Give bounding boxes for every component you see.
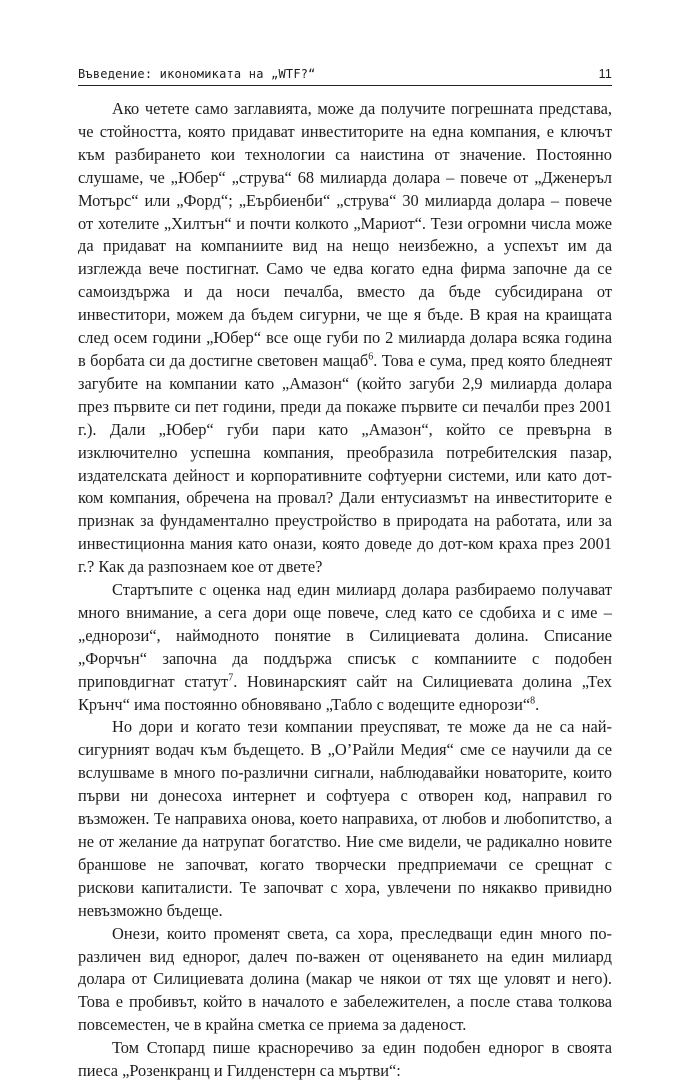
page-number: 11	[598, 67, 612, 81]
text-span: Стартъпите с оценка над един милиард долара разбираемо получават много внимание, а сега дори още повече, след като се сдобиха и с име – „еднорози“, наймодното понятие в Силициевата долина. Списание „Форчън“ започна да поддържа списък с компаниите с подобен приповдигнат статут	[78, 580, 612, 691]
body-text	[78, 98, 612, 1083]
text-span: . Новинарският сайт на Силициевата долина „Тех Крънч“ има постоянно обновявано „Табло с водещите еднорози“	[78, 671, 612, 714]
paragraph	[78, 98, 612, 579]
text-span: Том Стопард пише красноречиво за един подобен еднорог в своята пиеса „Розенкранц и Гилденстерн са мъртви“:	[78, 1038, 612, 1081]
text-span: Но дори и когато тези компании преуспяват, те може да не са най-сигурният водач към бъдещето. В „О’Райли Медия“ сме се научили да се вслушваме в много по-различни сигнали, наблюдавайки новаторите, които първи ни донесоха интернет и софтуера с отворен код, направил го възможен. Те направиха онова, което направиха, от любов и любопитство, а не от желание да натрупат богатство. Ние сме видели, че радикално новите браншове не започват, когато творчески предприемачи се срещнат с рискови капиталисти. Те започват с хора, увлечени по някакво привидно невъзможно бъдеще.	[78, 717, 612, 920]
footnote-ref: 7	[228, 672, 234, 684]
text-span: .	[535, 694, 540, 714]
running-header	[78, 61, 612, 86]
paragraph	[78, 923, 612, 1038]
footnote-ref: 6	[368, 351, 374, 363]
footnote-ref: 8	[530, 695, 536, 707]
text-span: Ако четете само заглавията, може да получите погрешната представа, че стойността, която придават инвеститорите на една компания, е ключът към разбирането кои технологии са наистина от значение. Постоянно слушаме, че „Юбер“ „струва“ 68 милиарда долара – повече от „Дженеръл Мотърс“ или „Форд“; „Еърбиенби“ „струва“ 30 милиарда долара – повече от хотелите „Хилтън“ и почти колкото „Мариот“. Тези огромни числа може да придават на компаниите вид на нещо неизбежно, а успехът им да изглежда вече постигнат. Само че едва когато една фирма започне да се самоиздържа и да носи печалба, вместо да бъде субсидирана от инвеститори, можем да бъдем сигурни, че ще я бъде. В края на краищата след осем години „Юбер“ все още губи по 2 милиарда долара всяка година в борбата си да достигне световен мащаб	[78, 99, 612, 370]
chapter-title: Въведение: икономиката на „WTF?“	[78, 67, 316, 81]
paragraph	[78, 1037, 612, 1083]
text-span: . Това е сума, пред която бледнеят загубите на компании като „Амазон“ (който загуби 2,9 милиарда долара през първите си пет години, преди да покаже първите си печалби през 2001 г.). Дали „Юбер“ губи пари като „Амазон“, който се превърна в изключително успешна компания, преобразила потребителския пазар, издателската дейност и корпоративните софтуерни системи, или като дот-ком компания, обречена на провал? Дали ентусиазмът на инвеститорите е признак за фундаментално преустройство в природата на работата, или за инвестиционна мания като онази, която доведе до дот-ком краха през 2001 г.? Как да разпознаем кое от двете?	[78, 350, 613, 577]
text-span: Онези, които променят света, са хора, преследващи един много по-различен вид еднорог, далеч по-важен от оценяването на един милиард долара от Силициевата долина (макар че някои от тях ще уловят и него). Това е пробивът, който в началото е забележителен, а после става толкова повсеместен, че в крайна сметка се приема за даденост.	[78, 923, 612, 1035]
paragraph	[78, 716, 612, 922]
paragraph	[78, 579, 612, 716]
